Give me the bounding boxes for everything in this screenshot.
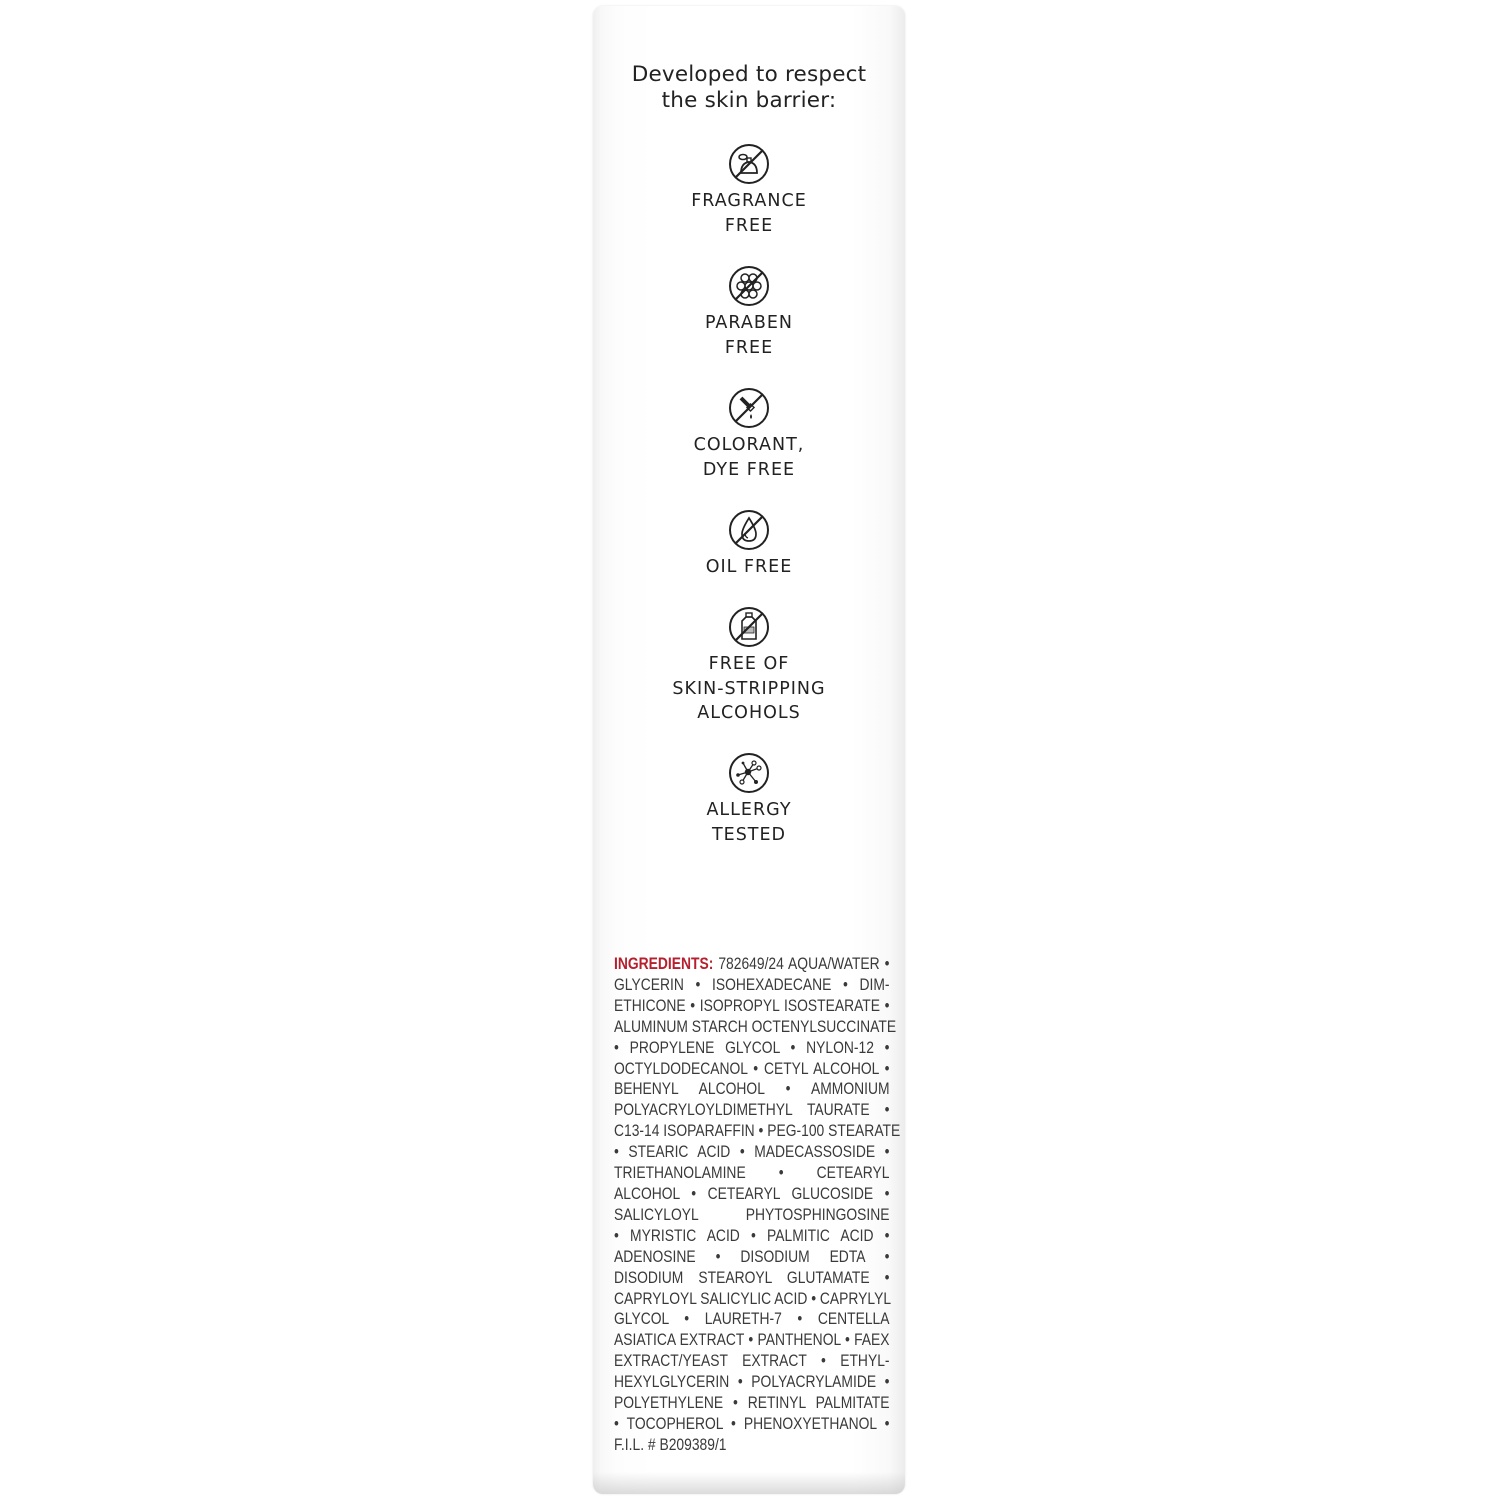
ingredients-label: INGREDIENTS: (614, 955, 714, 973)
ingredients-line: OCTYLDODECANOL • CETYL ALCOHOL • (614, 1059, 890, 1078)
feature-label-line: FREE (724, 337, 774, 358)
no-fragrance-icon (728, 143, 770, 185)
fil-number: F.I.L. # B209389/1 (614, 1435, 727, 1454)
ingredients-line: • PROPYLENE GLYCOL • NYLON-12 • (614, 1038, 890, 1057)
feature-alcohol-free (593, 606, 905, 726)
feature-colorant-dye-free (593, 387, 905, 482)
feature-label (593, 311, 905, 360)
feature-label (593, 798, 905, 847)
feature-label (593, 555, 905, 580)
ingredients-line: • MYRISTIC ACID • PALMITIC ACID • (614, 1226, 890, 1245)
no-paraben-icon (728, 265, 770, 307)
feature-label (593, 652, 905, 726)
ingredients-line: BEHENYL ALCOHOL • AMMONIUM (614, 1080, 890, 1099)
ingredients-line: ADENOSINE • DISODIUM EDTA • (614, 1247, 890, 1266)
ingredients-line: CAPRYLOYL SALICYLIC ACID • CAPRYLYL (614, 1289, 892, 1308)
allergy-tested-icon (728, 752, 770, 794)
feature-label (593, 433, 905, 482)
product-box-side-panel (593, 6, 905, 1494)
ingredients-line: ALCOHOL • CETEARYL GLUCOSIDE • (614, 1184, 890, 1203)
ingredients-line: HEXYLGLYCERIN • POLYACRYLAMIDE • (614, 1373, 890, 1392)
feature-label-line: FREE (724, 215, 774, 236)
ingredients-line: SALICYLOYL PHYTOSPHINGOSINE (614, 1205, 890, 1224)
feature-fragrance-free (593, 143, 905, 238)
feature-label-line: TESTED (711, 824, 787, 845)
ingredients-line: DISODIUM STEAROYL GLUTAMATE • (614, 1268, 890, 1287)
no-oil-icon (728, 509, 770, 551)
ingredients-line: C13-14 ISOPARAFFIN • PEG-100 STEARATE (614, 1122, 901, 1141)
ingredients-line: POLYETHYLENE • RETINYL PALMITATE (614, 1394, 890, 1413)
ingredients-line: GLYCOL • LAURETH-7 • CENTELLA (614, 1310, 890, 1329)
feature-paraben-free (593, 265, 905, 360)
ingredients-line: • STEARIC ACID • MADECASSOSIDE • (614, 1143, 890, 1162)
ingredients-line: EXTRACT/YEAST EXTRACT • ETHYL- (614, 1352, 890, 1371)
feature-label-line: SKIN-STRIPPING (672, 678, 826, 699)
no-colorant-icon (728, 387, 770, 429)
heading-line-1: Developed to respect (631, 62, 867, 87)
feature-label-line: OIL FREE (705, 557, 793, 577)
ingredients-text: 782649/24 AQUA/WATER • (713, 955, 890, 973)
ingredients-line: ASIATICA EXTRACT • PANTHENOL • FAEX (614, 1331, 890, 1350)
ingredients-list (614, 954, 901, 1456)
ingredients-line: POLYACRYLOYLDIMETHYL TAURATE • (614, 1101, 890, 1120)
no-alcohol-icon (728, 606, 770, 648)
ingredients-line: ETHICONE • ISOPROPYL ISOSTEARATE • (614, 996, 890, 1015)
barrier-heading (593, 62, 905, 114)
heading-line-2: the skin barrier: (661, 88, 837, 113)
ingredients-line: • TOCOPHEROL • PHENOXYETHANOL • (614, 1414, 890, 1433)
feature-label-line: ALCOHOLS (697, 703, 801, 723)
feature-oil-free (593, 509, 905, 580)
feature-label-line: FREE OF (708, 654, 790, 674)
feature-allergy-tested (593, 752, 905, 847)
ingredients-line: ALUMINUM STARCH OCTENYLSUCCINATE (614, 1017, 897, 1036)
feature-label-line: ALLERGY (706, 800, 792, 820)
feature-label-line: FRAGRANCE (691, 191, 807, 211)
feature-label (593, 189, 905, 238)
feature-label-line: COLORANT, (693, 435, 805, 455)
ingredients-line (614, 954, 890, 975)
feature-label-line: DYE FREE (702, 459, 796, 480)
ingredients-line: GLYCERIN • ISOHEXADECANE • DIM- (614, 975, 890, 994)
feature-label-line: PARABEN (705, 313, 793, 333)
ingredients-line: TRIETHANOLAMINE • CETEARYL (614, 1164, 890, 1183)
